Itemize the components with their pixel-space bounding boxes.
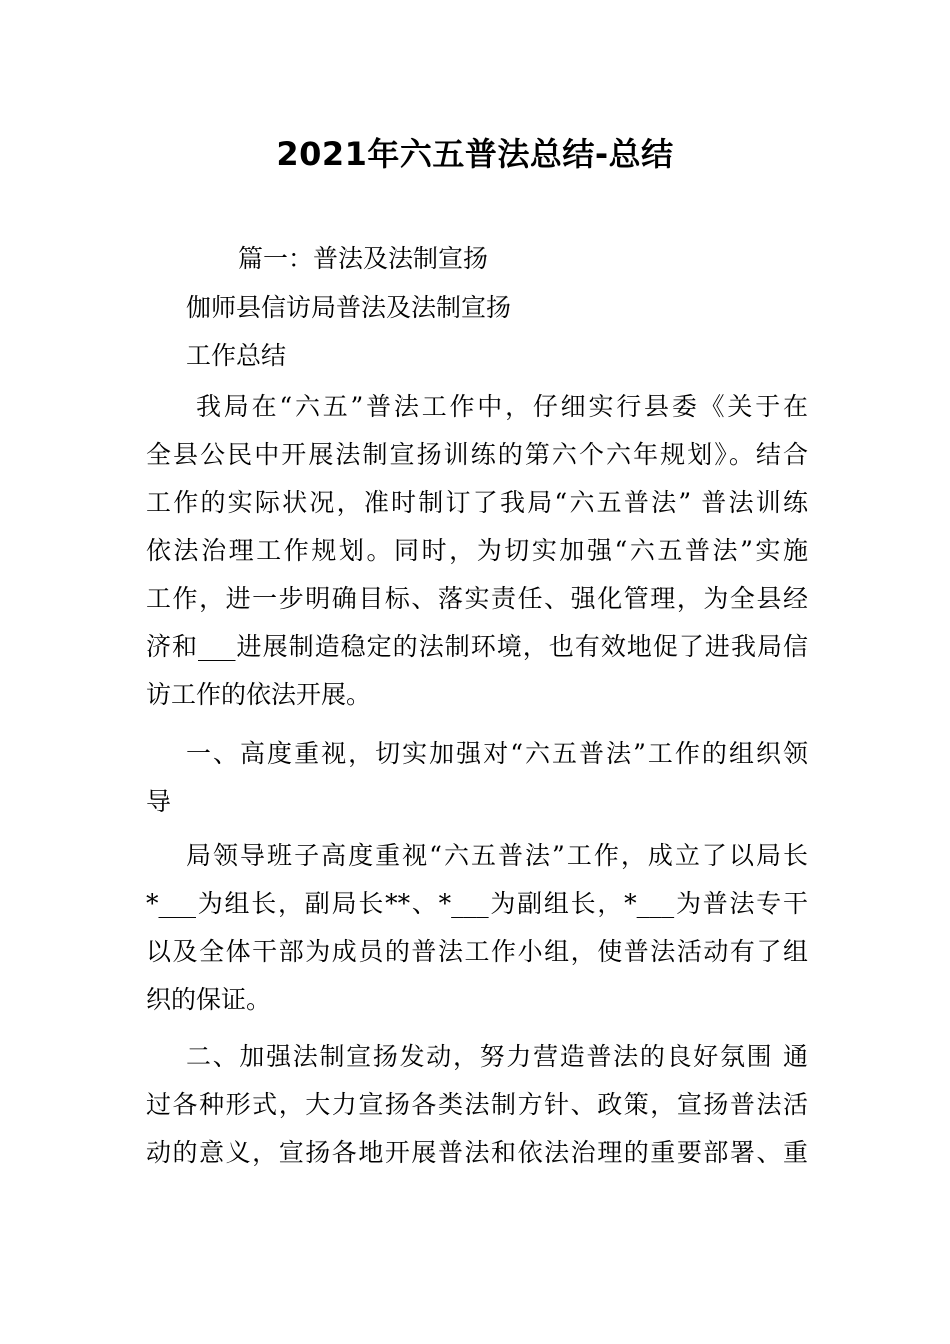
paragraph-line: 导 [146,787,172,816]
section-1-heading [146,730,808,826]
paragraph-line: 我局在“六五”普法工作中，仔细实行县委《关于在 [196,392,808,421]
chapter-heading: 篇一：普法及法制宣扬 [238,244,489,273]
paragraph-line: 以及全体干部为成员的普法工作小组，使普法活动有了组 [146,937,808,966]
paragraph-line: 济和___进展制造稳定的法制环境，也有效地促了进我局信 [146,632,808,661]
paragraph-line: 工作的实际状况，准时制订了我局“六五普法” 普法训练 [146,488,808,517]
paragraph-line: 一、高度重视，切实加强对“六五普法”工作的组织领 [186,739,808,768]
paragraph-line: 局领导班子高度重视“六五普法”工作，成立了以局长 [186,841,808,870]
paragraph-line: 动的意义，宣扬各地开展普法和依法治理的重要部署、重 [146,1138,808,1167]
subtitle-block [146,284,808,380]
paragraph-line: *___为组长，副局长**、*___为副组长，*___为普法专干 [146,889,808,918]
paragraph-line: 过各种形式，大力宣扬各类法制方针、政策，宣扬普法活 [146,1090,808,1119]
heading-block [146,235,808,283]
subtitle-line: 伽师县信访局普法及法制宣扬 [186,293,512,322]
document-title: 2021年六五普法总结-总结 [276,135,674,173]
paragraph-2 [146,832,808,1024]
paragraph-line: 织的保证。 [146,985,272,1014]
subtitle-line: 工作总结 [186,341,287,370]
paragraph-line: 依法治理工作规划。同时，为切实加强“六五普法”实施 [146,536,808,565]
section-2 [146,1033,808,1177]
paragraph-line: 访工作的依法开展。 [146,680,372,709]
paragraph-1 [146,383,808,719]
paragraph-line: 二、加强法制宣扬发动，努力营造普法的良好氛围 通 [186,1042,808,1071]
paragraph-line: 全县公民中开展法制宣扬训练的第六个六年规划》。结合 [146,440,808,469]
paragraph-line: 工作，进一步明确目标、落实责任、强化管理，为全县经 [146,584,808,613]
